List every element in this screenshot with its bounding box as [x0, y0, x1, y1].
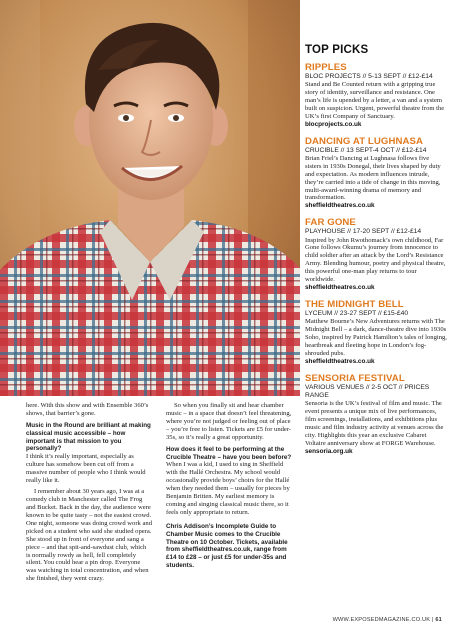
- article-paragraph: here. With this show and with Ensemble 360’s shows, that barrier’s gone.: [26, 402, 149, 417]
- footer-website[interactable]: WWW.EXPOSEDMAGAZINE.CO.UK: [332, 617, 431, 623]
- pick-description: Brian Friel’s Dancing at Lughnasa follows five sisters in 1930s Donegal, their lives shaped by duty and expectation. As modern influences intrude, they’re carried into a tide of change in this moving, multi-award-winning drama of memory and transformation.: [305, 154, 441, 202]
- top-picks-heading: TOP PICKS: [305, 44, 369, 56]
- event-promo: Chris Addison’s Incomplete Guide to Chamber Music comes to the Crucible Theatre on 10 October. Tickets, available from sheffieldtheatres.co.uk, range from £14 to £28 – or just £5 for under-35s and students.: [166, 523, 288, 570]
- pick-title: RIPPLES: [305, 62, 347, 73]
- article-paragraph: I remember about 30 years ago, I was at a comedy club in Manchester called The Frog and Bucket. Back in the day, the audience were known to be quite tasty – not the easiest crowd. One night, someone was doing crowd work and picked on a student who said she studied opera. She stood up in front of everyone and sang a piece – and that spit-and-sawdust club, which is normally rowdy as hell, fell completely silent. You could hear a pin drop. Everyone was watching in total concentration, and when she finished, they went crazy.: [26, 487, 152, 583]
- pick-item: [305, 62, 447, 129]
- pick-item: [305, 299, 447, 366]
- pick-description: Inspired by John Rwothomack’s own childhood, Far Gone follows Okumu’s journey from innocence to child soldier after an attack by the Lord’s Resistance Army. Blending humour, poetry and physical theatre, this powerful one-man play returns to tour worldwide.: [305, 236, 446, 284]
- pick-title: FAR GONE: [305, 217, 356, 229]
- pick-title: SENSORIA FESTIVAL: [305, 372, 405, 384]
- footer-separator: |: [431, 617, 434, 623]
- pick-link[interactable]: sensoria.org.uk: [305, 447, 353, 455]
- pick-link[interactable]: blocprojects.co.uk: [305, 120, 362, 128]
- pick-item: [305, 136, 447, 211]
- pick-title: DANCING AT LUGHNASA: [305, 135, 424, 147]
- pick-meta: VARIOUS VENUES // 2-5 OCT // PRICES RANGE: [305, 383, 430, 399]
- portrait-illustration: [0, 0, 300, 396]
- pick-meta: PLAYHOUSE // 17-20 SEPT // £12-£14: [305, 228, 422, 236]
- portrait-photo: [0, 0, 300, 396]
- page-number: 61: [435, 617, 442, 623]
- article-column-right: [166, 402, 292, 573]
- page-footer: [333, 617, 442, 623]
- interview-question: How does it feel to be performing at the Crucible Theatre – have you been before?: [166, 445, 292, 461]
- article-paragraph: So when you finally sit and hear chamber music – in a space that doesn’t feel threatening, where you’re not judged or feeling out of place – you’re free to listen. Tickets are £5 for under-35s, so it’s really a great opportunity.: [166, 402, 292, 441]
- pick-description: Stand and Be Counted return with a gripping true story of identity, surveillance and resistance. One man’s life is upended by a letter, a van and a system built on suspicion. Urgent, powerful theatre from the UK’s first Company of Sanctuary.: [305, 81, 445, 120]
- interview-question: Music in the Round are brilliant at making classical music accessible – how important is that mission to you personally?: [26, 421, 151, 453]
- pick-item: [305, 373, 447, 456]
- pick-meta: CRUCIBLE // 13 SEPT-4 OCT // £12-£14: [305, 146, 427, 154]
- pick-description: Sensoria is the UK’s festival of film and music. The event presents a unique mix of live performances, film screenings, installations, and exhibitions plus music and film industry activity at venues across the city. Highlights this year an exclusive Cabaret Voltaire anniversary show at FORGE Warehouse.: [305, 400, 444, 447]
- article-column-left: [26, 402, 152, 586]
- pick-title: THE MIDNIGHT BELL: [305, 299, 404, 311]
- pick-meta: LYCEUM // 23-27 SEPT // £15-£40: [305, 310, 409, 318]
- pick-description: Matthew Bourne’s New Adventures returns with The Midnight Bell – a dark, dance-theatre dive into 1930s Soho, inspired by Patrick Hamilton’s tales of longing, heartbreak and fleeting hope in London’s fog-shrouded pubs.: [305, 318, 447, 357]
- pick-link[interactable]: sheffieldtheatres.co.uk: [305, 202, 375, 210]
- pick-link[interactable]: sheffieldtheatres.co.uk: [305, 357, 375, 365]
- pick-link[interactable]: sheffieldtheatres.co.uk: [305, 284, 375, 292]
- pick-meta: BLOC PROJECTS // 5-13 SEPT // £12-£14: [305, 73, 433, 80]
- article-paragraph: I think it’s really important, especially as culture has somehow been cut off from a massive number of people who I think would really like it.: [26, 453, 146, 484]
- pick-item: [305, 217, 447, 292]
- article-paragraph: When I was a kid, I used to sing in Sheffield with the Hallé Orchestra. My school would occasionally provide boys’ choirs for the Hallé when they needed them – usually for pieces by Benjamin Britten. My earliest memory is coming and singing classical music there, so it feels only appropriate to return.: [166, 461, 290, 517]
- top-picks-sidebar: [305, 44, 447, 463]
